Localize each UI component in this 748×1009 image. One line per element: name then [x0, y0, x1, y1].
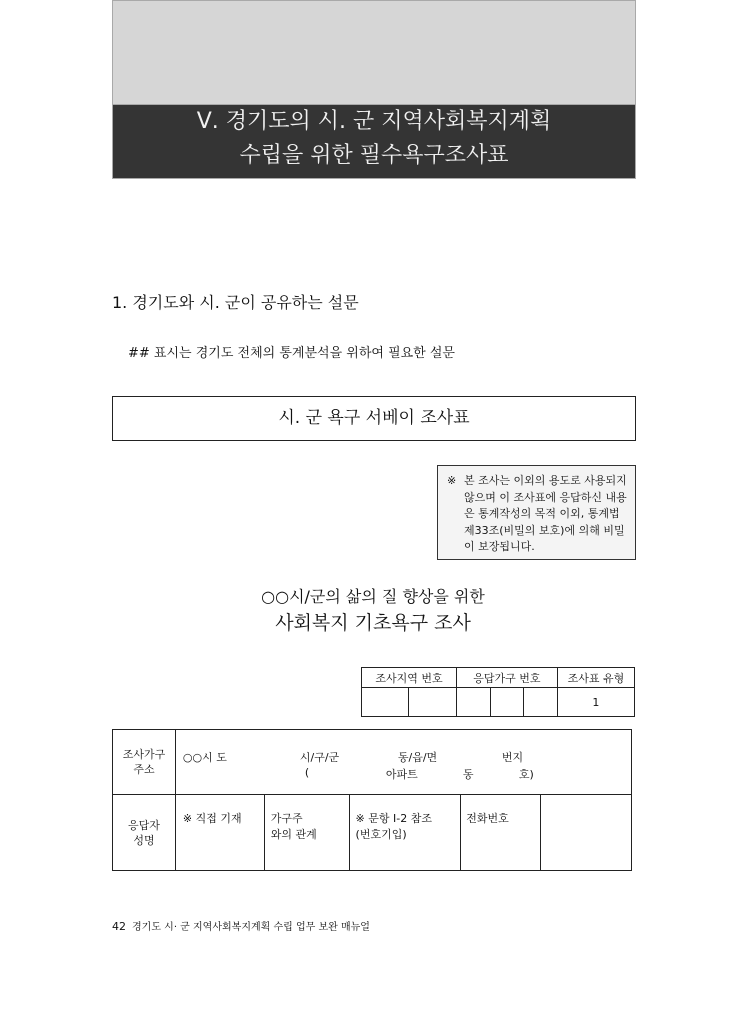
direct-entry-note: ※ 직접 기재 [182, 812, 242, 825]
relation-label-cell [264, 795, 349, 871]
respondent-info-table [112, 729, 632, 871]
page-footer [112, 918, 370, 933]
relation-code-field[interactable] [349, 795, 461, 871]
address-city-province: ○○시 도 [182, 751, 227, 764]
chapter-title-line-2: 수립을 위한 필수욕구조사표 [239, 143, 509, 168]
relation-number-entry-note: (번호기입) [355, 828, 407, 841]
respondent-label-cell [113, 795, 176, 871]
confidentiality-notice [437, 465, 636, 560]
address-bunji: 번지 [501, 751, 524, 764]
section-title: 1. 경기도와 시. 군이 공유하는 설문 [112, 293, 359, 312]
survey-title: 시. 군 욕구 서베이 조사표 [278, 408, 470, 428]
address-label-line-2: 주소 [133, 763, 155, 776]
relation-reference-note: ※ 문항 Ⅰ-2 참조 [355, 812, 432, 825]
address-building-dong: 동 [462, 768, 474, 781]
relation-label-line-2: 와의 관계 [270, 828, 317, 841]
address-unit-ho: 호) [518, 768, 534, 781]
chapter-header-background [112, 0, 636, 105]
confidentiality-line: 제33조(비밀의 보호)에 의해 비밀 [464, 523, 625, 537]
footer-text: 경기도 시· 군 지역사회복지계획 수립 업무 보완 매뉴얼 [132, 922, 370, 933]
page-number: 42 [112, 920, 126, 933]
survey-type-header: 조사표 유형 [557, 668, 634, 688]
survey-code-table [361, 667, 635, 717]
household-number-box-2[interactable] [490, 688, 524, 717]
address-label-line-1: 조사가구 [122, 748, 166, 761]
respondent-label-line-2: 성명 [133, 833, 155, 847]
household-number-box-3[interactable] [524, 688, 558, 717]
confidentiality-text [464, 473, 626, 556]
address-sigungu: 시/구/군 [299, 751, 340, 764]
phone-number-field[interactable] [541, 795, 632, 871]
chapter-title-banner [112, 104, 636, 179]
household-number-box-1[interactable] [456, 688, 490, 717]
survey-title-box [112, 396, 636, 441]
confidentiality-line: 이 보장됩니다. [464, 540, 535, 553]
confidentiality-line: 은 통계작성의 목적 이외, 통계법 [464, 507, 620, 520]
section-note: ## 표시는 경기도 전체의 통계분석을 위하여 필요한 설문 [128, 346, 455, 361]
respondent-name-field[interactable] [175, 795, 264, 871]
relation-label-line-1: 가구주 [270, 812, 303, 825]
address-label-cell [113, 730, 176, 795]
survey-subtitle-line-2: 사회복지 기초욕구 조사 [275, 612, 471, 634]
chapter-title-line-1: Ⅴ. 경기도의 시. 군 지역사회복지계획 [196, 109, 552, 134]
region-number-header: 조사지역 번호 [362, 668, 457, 688]
address-apartment: 아파트 [385, 768, 418, 781]
phone-label-cell [461, 795, 541, 871]
survey-subtitle-line-1: ○○시/군의 삶의 질 향상을 위한 [261, 587, 485, 606]
address-paren-open: ( [304, 766, 310, 779]
survey-type-value: 1 [557, 688, 634, 717]
phone-label: 전화번호 [466, 812, 509, 825]
confidentiality-line: 본 조사는 이외의 용도로 사용되지 [464, 474, 627, 487]
region-number-box-1[interactable] [362, 688, 409, 717]
address-field[interactable] [175, 730, 631, 795]
confidentiality-line: 않으며 이 조사표에 응답하신 내용 [464, 490, 627, 504]
household-number-header: 응답가구 번호 [456, 668, 557, 688]
respondent-label-line-1: 응답자 [128, 818, 160, 832]
reference-mark-icon: ※ [447, 474, 457, 487]
address-dong-eup-myeon: 동/읍/면 [397, 751, 438, 764]
region-number-box-2[interactable] [409, 688, 456, 717]
